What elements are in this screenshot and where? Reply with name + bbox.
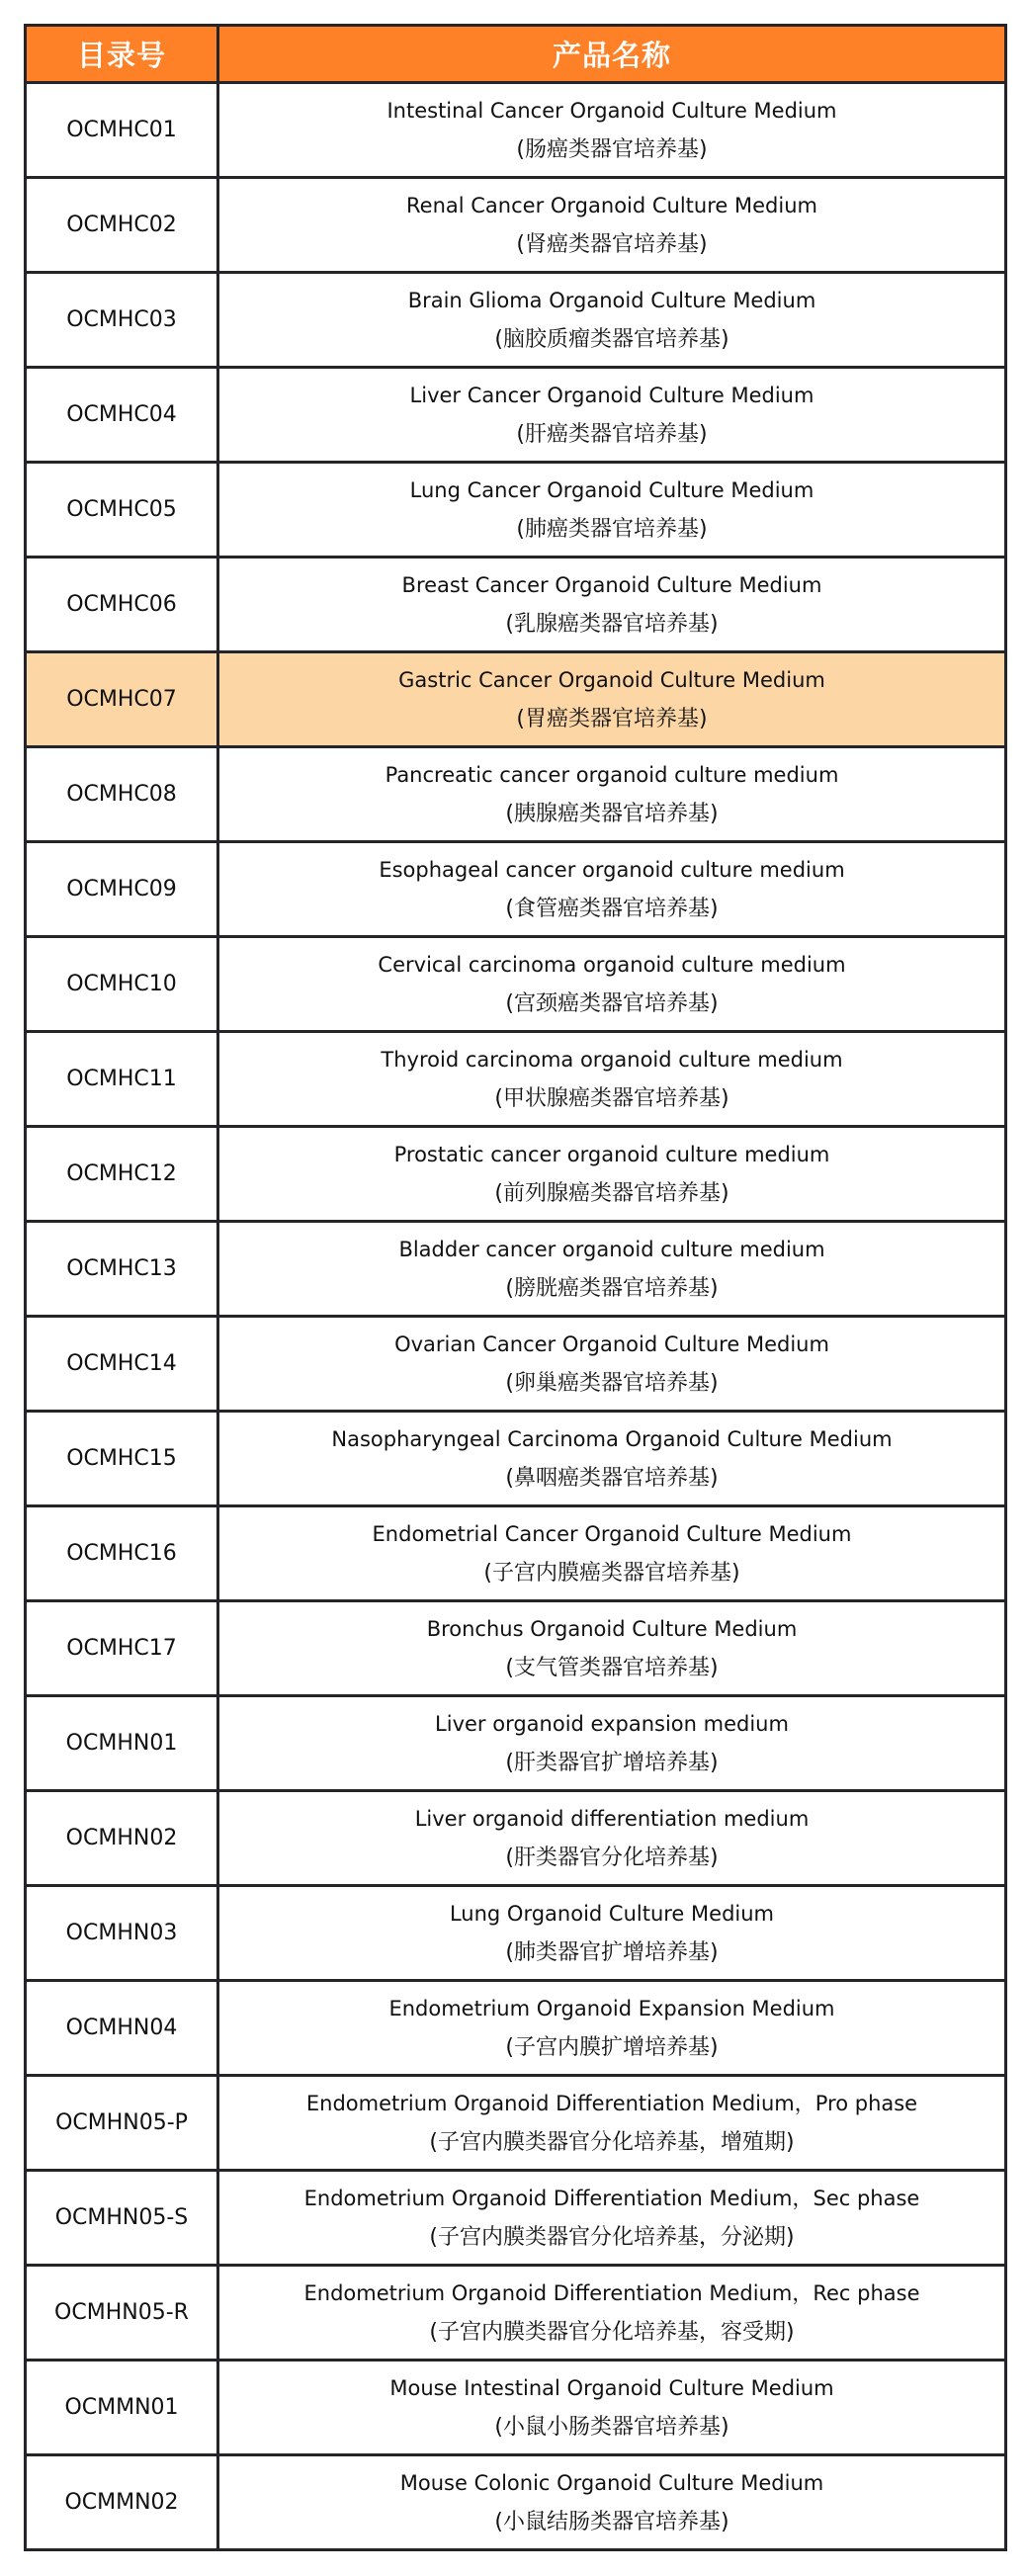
catalog-number-cell: OCMHN04 bbox=[26, 1981, 218, 2076]
product-name-chinese: (前列腺癌类器官培养基) bbox=[494, 1180, 729, 1206]
table-row bbox=[26, 937, 1006, 1032]
catalog-number-cell: OCMHN01 bbox=[26, 1696, 218, 1791]
product-name-chinese: (甲状腺癌类器官培养基) bbox=[494, 1085, 729, 1111]
product-name-english: Thyroid carcinoma organoid culture medium bbox=[381, 1047, 843, 1072]
product-name-chinese: (支气管类器官培养基) bbox=[505, 1655, 719, 1680]
table-row bbox=[26, 1412, 1006, 1506]
product-name-cell bbox=[218, 273, 1006, 368]
product-name-chinese: (子宫内膜癌类器官培养基) bbox=[483, 1560, 740, 1586]
product-name-english: Pancreatic cancer organoid culture medium bbox=[385, 762, 839, 787]
product-name-english: Cervical carcinoma organoid culture medium bbox=[378, 952, 846, 977]
product-name-english: Liver organoid expansion medium bbox=[435, 1711, 789, 1736]
catalog-number-cell: OCMHC09 bbox=[26, 842, 218, 937]
table-row bbox=[26, 83, 1006, 178]
product-name-chinese: (肠癌类器官培养基) bbox=[516, 136, 708, 162]
product-name-cell bbox=[218, 558, 1006, 652]
product-name-cell bbox=[218, 2076, 1006, 2171]
table-row bbox=[26, 1886, 1006, 1981]
product-name-cell bbox=[218, 2455, 1006, 2550]
product-name-english: Ovarian Cancer Organoid Culture Medium bbox=[394, 1331, 829, 1356]
table-row bbox=[26, 178, 1006, 273]
product-name-chinese: (子宫内膜扩增培养基) bbox=[505, 2034, 719, 2060]
product-name-english: Mouse Colonic Organoid Culture Medium bbox=[399, 2470, 824, 2495]
table-body bbox=[26, 83, 1006, 2550]
product-name-cell bbox=[218, 1886, 1006, 1981]
table-row bbox=[26, 2266, 1006, 2361]
product-name-cell bbox=[218, 1981, 1006, 2076]
product-name-english: Brain Glioma Organoid Culture Medium bbox=[407, 288, 816, 312]
product-name-cell bbox=[218, 1506, 1006, 1601]
catalog-number-cell: OCMHC11 bbox=[26, 1032, 218, 1127]
catalog-number-cell: OCMMN01 bbox=[26, 2361, 218, 2455]
product-name-cell bbox=[218, 178, 1006, 273]
product-name-cell bbox=[218, 1222, 1006, 1317]
catalog-number-cell: OCMHC01 bbox=[26, 83, 218, 178]
table-row bbox=[26, 463, 1006, 558]
product-name-english: Bronchus Organoid Culture Medium bbox=[426, 1616, 798, 1641]
product-name-english: Endometrium Organoid Differentiation Medium，Sec phase bbox=[303, 2186, 920, 2210]
product-name-chinese: (脑胶质瘤类器官培养基) bbox=[494, 326, 729, 352]
product-name-cell bbox=[218, 83, 1006, 178]
product-name-cell bbox=[218, 842, 1006, 937]
product-catalog-table bbox=[24, 24, 1007, 2551]
table-row bbox=[26, 368, 1006, 463]
product-name-chinese: (小鼠小肠类器官培养基) bbox=[494, 2414, 729, 2440]
catalog-number-cell: OCMHN02 bbox=[26, 1791, 218, 1886]
table-row bbox=[26, 1127, 1006, 1222]
product-name-english: Nasopharyngeal Carcinoma Organoid Culture Medium bbox=[331, 1426, 893, 1451]
table-row bbox=[26, 1506, 1006, 1601]
table-row bbox=[26, 273, 1006, 368]
product-name-chinese: (小鼠结肠类器官培养基) bbox=[494, 2509, 729, 2534]
product-name-english: Endometrium Organoid Differentiation Medium，Rec phase bbox=[303, 2280, 920, 2305]
product-name-cell bbox=[218, 747, 1006, 842]
product-name-cell bbox=[218, 1696, 1006, 1791]
product-name-english: Intestinal Cancer Organoid Culture Medium bbox=[386, 98, 837, 123]
product-name-chinese: (肾癌类器官培养基) bbox=[516, 231, 708, 257]
table-row bbox=[26, 1222, 1006, 1317]
catalog-number-cell: OCMHC06 bbox=[26, 558, 218, 652]
catalog-number-cell: OCMHC05 bbox=[26, 463, 218, 558]
catalog-number-cell: OCMHC03 bbox=[26, 273, 218, 368]
table-row bbox=[26, 1791, 1006, 1886]
product-name-chinese: (宫颈癌类器官培养基) bbox=[505, 990, 719, 1016]
header-product-name: 产品名称 bbox=[218, 26, 1006, 83]
catalog-number-cell: OCMHC07 bbox=[26, 652, 218, 747]
catalog-number-cell: OCMHN03 bbox=[26, 1886, 218, 1981]
product-name-chinese: (肝类器官分化培养基) bbox=[505, 1845, 719, 1870]
product-name-chinese: (膀胱癌类器官培养基) bbox=[505, 1275, 719, 1301]
product-name-chinese: (肝类器官扩增培养基) bbox=[505, 1750, 719, 1775]
table-row bbox=[26, 2455, 1006, 2550]
product-name-cell bbox=[218, 1601, 1006, 1696]
product-name-chinese: (鼻咽癌类器官培养基) bbox=[505, 1465, 719, 1491]
table-row bbox=[26, 842, 1006, 937]
catalog-number-cell: OCMHC13 bbox=[26, 1222, 218, 1317]
table-row bbox=[26, 747, 1006, 842]
product-name-chinese: (卵巢癌类器官培养基) bbox=[505, 1370, 719, 1396]
product-name-english: Lung Cancer Organoid Culture Medium bbox=[409, 477, 814, 502]
product-name-chinese: (子宫内膜类器官分化培养基，增殖期) bbox=[429, 2129, 795, 2155]
table-row bbox=[26, 2076, 1006, 2171]
header-row bbox=[26, 26, 1006, 83]
table-row bbox=[26, 2171, 1006, 2266]
table-row bbox=[26, 1032, 1006, 1127]
product-name-chinese: (乳腺癌类器官培养基) bbox=[505, 611, 719, 637]
product-name-cell bbox=[218, 1317, 1006, 1412]
product-name-cell bbox=[218, 1032, 1006, 1127]
catalog-number-cell: OCMHC12 bbox=[26, 1127, 218, 1222]
product-name-english: Endometrium Organoid Expansion Medium bbox=[388, 1996, 835, 2020]
catalog-number-cell: OCMHC02 bbox=[26, 178, 218, 273]
catalog-number-cell: OCMHC14 bbox=[26, 1317, 218, 1412]
product-name-chinese: (胰腺癌类器官培养基) bbox=[505, 801, 719, 826]
table-row bbox=[26, 2361, 1006, 2455]
table-header bbox=[26, 26, 1006, 83]
catalog-number-cell: OCMMN02 bbox=[26, 2455, 218, 2550]
catalog-number-cell: OCMHC04 bbox=[26, 368, 218, 463]
table-row bbox=[26, 1696, 1006, 1791]
table-row bbox=[26, 1317, 1006, 1412]
catalog-number-cell: OCMHC17 bbox=[26, 1601, 218, 1696]
product-name-english: Endometrium Organoid Differentiation Medium，Pro phase bbox=[305, 2091, 918, 2115]
product-name-cell bbox=[218, 1412, 1006, 1506]
product-name-english: Endometrial Cancer Organoid Culture Medium bbox=[372, 1521, 852, 1546]
table-row bbox=[26, 558, 1006, 652]
product-name-cell bbox=[218, 2266, 1006, 2361]
product-name-chinese: (肺癌类器官培养基) bbox=[516, 516, 708, 542]
header-catalog-number: 目录号 bbox=[26, 26, 218, 83]
product-name-english: Bladder cancer organoid culture medium bbox=[398, 1237, 825, 1261]
product-name-cell bbox=[218, 1791, 1006, 1886]
product-name-chinese: (子宫内膜类器官分化培养基，容受期) bbox=[429, 2319, 795, 2345]
product-name-cell bbox=[218, 463, 1006, 558]
catalog-number-cell: OCMHN05-P bbox=[26, 2076, 218, 2171]
product-name-chinese: (胃癌类器官培养基) bbox=[516, 706, 708, 731]
product-name-chinese: (食管癌类器官培养基) bbox=[505, 896, 719, 921]
catalog-number-cell: OCMHC10 bbox=[26, 937, 218, 1032]
product-name-english: Liver organoid differentiation medium bbox=[414, 1806, 810, 1831]
product-name-english: Renal Cancer Organoid Culture Medium bbox=[406, 193, 817, 217]
product-name-chinese: (肝癌类器官培养基) bbox=[516, 421, 708, 447]
product-name-chinese: (肺类器官扩增培养基) bbox=[505, 1939, 719, 1965]
catalog-number-cell: OCMHN05-R bbox=[26, 2266, 218, 2361]
catalog-number-cell: OCMHC16 bbox=[26, 1506, 218, 1601]
product-name-english: Gastric Cancer Organoid Culture Medium bbox=[398, 667, 825, 692]
table-row bbox=[26, 1981, 1006, 2076]
product-name-english: Lung Organoid Culture Medium bbox=[449, 1901, 775, 1926]
table-row-highlighted bbox=[26, 652, 1006, 747]
product-name-chinese: (子宫内膜类器官分化培养基，分泌期) bbox=[429, 2224, 795, 2250]
product-name-cell bbox=[218, 368, 1006, 463]
product-name-cell bbox=[218, 2361, 1006, 2455]
table-row bbox=[26, 1601, 1006, 1696]
product-name-english: Liver Cancer Organoid Culture Medium bbox=[409, 383, 814, 407]
product-name-english: Mouse Intestinal Organoid Culture Medium bbox=[389, 2375, 834, 2400]
product-name-cell bbox=[218, 937, 1006, 1032]
product-name-english: Prostatic cancer organoid culture medium bbox=[393, 1142, 830, 1166]
product-name-cell bbox=[218, 1127, 1006, 1222]
catalog-number-cell: OCMHC15 bbox=[26, 1412, 218, 1506]
product-name-cell bbox=[218, 652, 1006, 747]
product-name-cell bbox=[218, 2171, 1006, 2266]
product-name-english: Breast Cancer Organoid Culture Medium bbox=[401, 572, 822, 597]
catalog-number-cell: OCMHN05-S bbox=[26, 2171, 218, 2266]
product-name-english: Esophageal cancer organoid culture medium bbox=[379, 857, 845, 882]
catalog-number-cell: OCMHC08 bbox=[26, 747, 218, 842]
